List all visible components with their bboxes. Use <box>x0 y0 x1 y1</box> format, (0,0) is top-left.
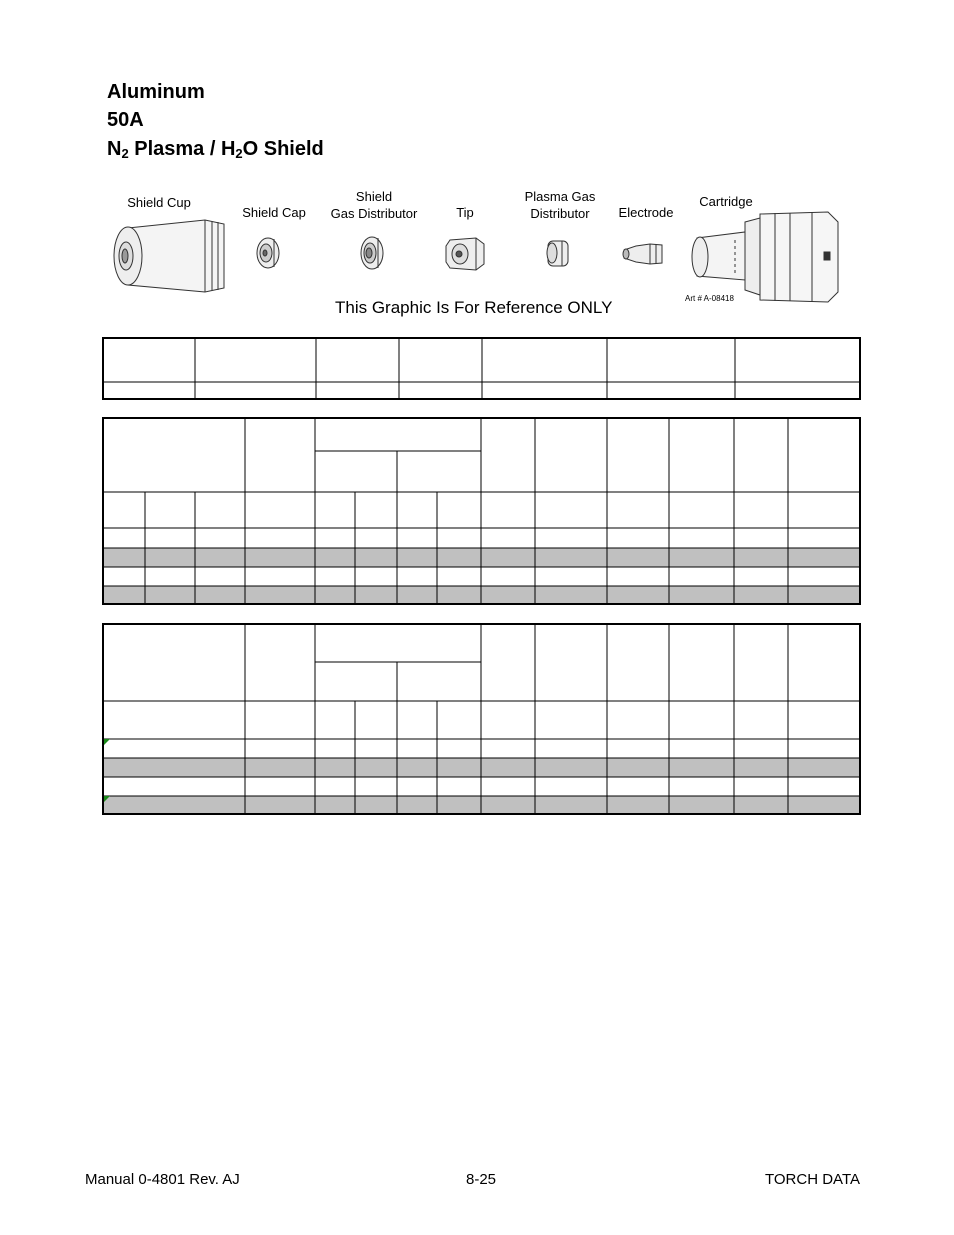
title-n: N <box>107 138 122 160</box>
parts-table <box>102 337 861 400</box>
electrode-image <box>623 244 662 264</box>
footer-manual: Manual 0-4801 Rev. AJ <box>85 1171 240 1188</box>
cartridge-image <box>692 212 838 302</box>
reference-note: This Graphic Is For Reference ONLY <box>335 298 613 317</box>
settings-table-imperial <box>102 623 861 815</box>
shield-gas-distributor-image <box>361 237 383 269</box>
row-marker-2 <box>104 796 110 802</box>
plasma-gas-distributor-image <box>547 241 568 266</box>
title-end: O Shield <box>242 138 324 160</box>
tip-image <box>446 238 484 270</box>
label-sgd-line2: Gas Distributor <box>330 206 418 221</box>
art-number: Art # A-08418 <box>685 294 734 303</box>
shield-cap-image <box>257 238 279 268</box>
title-sub-1: 2 <box>121 146 129 161</box>
label-pgd-line2: Distributor <box>530 206 590 221</box>
title-mid: Plasma / H <box>128 138 236 160</box>
row-marker-1 <box>104 739 110 745</box>
settings-table-metric <box>102 417 861 605</box>
label-shield-cap: Shield Cap <box>242 205 306 220</box>
title-sub-2: 2 <box>235 146 243 161</box>
footer-page-number: 8-25 <box>466 1171 497 1188</box>
title-material: Aluminum <box>107 81 205 103</box>
torch-parts-illustration <box>0 0 954 310</box>
label-tip: Tip <box>456 205 474 220</box>
title-amperage: 50A <box>107 109 144 131</box>
label-sgd-line1: Shield <box>355 189 393 204</box>
label-electrode: Electrode <box>618 205 674 220</box>
label-cartridge: Cartridge <box>699 194 753 209</box>
label-shield-cup: Shield Cup <box>127 195 191 210</box>
shield-cup-image <box>114 220 224 292</box>
label-pgd-line1: Plasma Gas <box>524 189 596 204</box>
footer-section: TORCH DATA <box>765 1171 861 1188</box>
